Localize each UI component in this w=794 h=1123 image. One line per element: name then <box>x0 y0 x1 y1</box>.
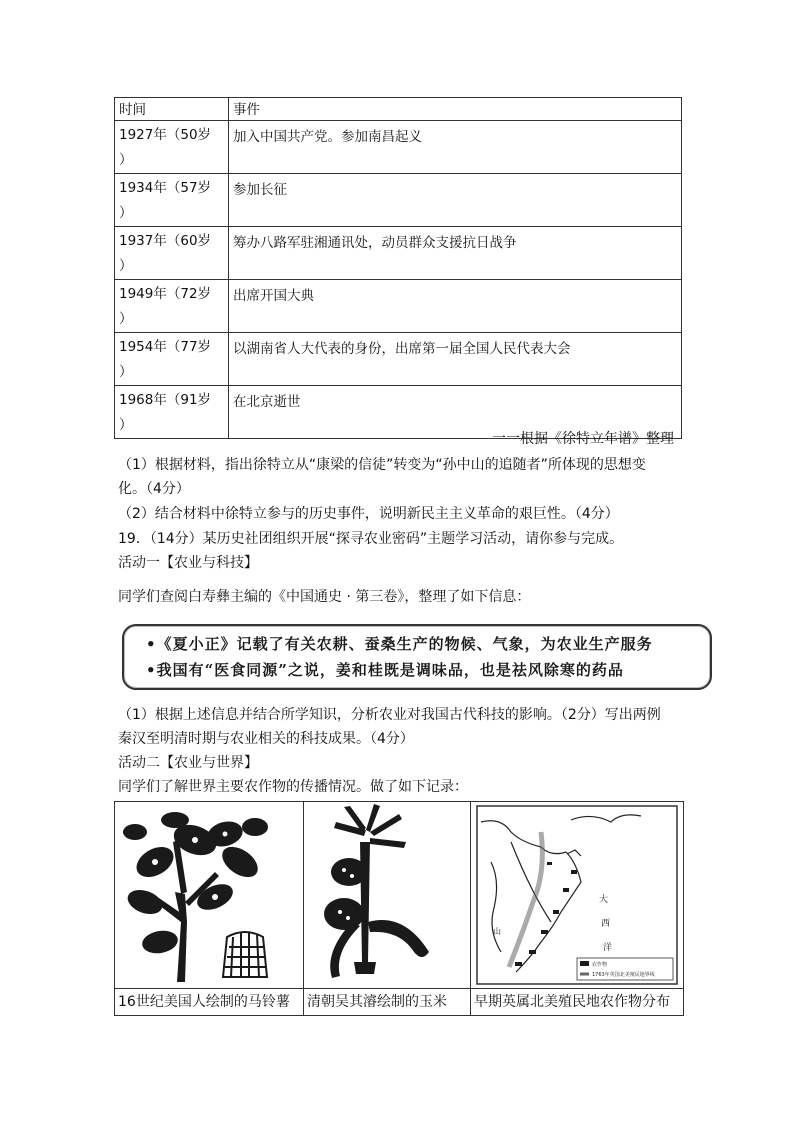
caption-corn: 清朝吴其濬绘制的玉米 <box>304 989 471 1016</box>
table-row <box>115 280 682 333</box>
map-ocean-label-2: 西 <box>601 919 611 929</box>
event-cell: 以湖南省人大代表的身份，出席第一届全国人民代表大会 <box>229 333 682 386</box>
year-close: ） <box>119 152 133 168</box>
header-event: 事件 <box>229 98 682 121</box>
map-ocean-label-1: 大 <box>599 895 609 905</box>
images-row <box>115 802 684 989</box>
time-cell <box>115 227 229 280</box>
table-row <box>115 121 682 174</box>
table-row <box>115 174 682 227</box>
map-ocean-label-3: 洋 <box>603 943 613 953</box>
time-cell <box>115 333 229 386</box>
year-close: ） <box>119 364 133 380</box>
activity2-title: 活动二【农业与世界】 <box>118 755 258 771</box>
activity1-question-line2: 秦汉至明清时期与农业相关的科技成果。（4分） <box>118 731 414 747</box>
year-text: 1927年（50岁 <box>119 127 212 143</box>
potato-illustration-icon <box>115 802 303 988</box>
year-text: 1954年（77岁 <box>119 339 212 355</box>
table-row <box>115 333 682 386</box>
quote-box <box>122 624 712 690</box>
caption-potato: 16世纪美国人绘制的马铃薯 <box>115 989 304 1016</box>
year-close: ） <box>119 311 133 327</box>
event-cell: 加入中国共产党。参加南昌起义 <box>229 121 682 174</box>
time-cell <box>115 121 229 174</box>
map-mountain-label: 山 <box>493 927 501 936</box>
year-text: 1949年（72岁 <box>119 286 212 302</box>
activity2-intro: 同学们了解世界主要农作物的传播情况。做了如下记录： <box>118 779 468 795</box>
table-row <box>115 227 682 280</box>
crops-table <box>114 801 684 1016</box>
event-cell: 出席开国大典 <box>229 280 682 333</box>
event-cell: 参加长征 <box>229 174 682 227</box>
event-cell: 在北京逝世 <box>229 386 682 439</box>
year-text: 1934年（57岁 <box>119 180 212 196</box>
source-note: 一一根据《徐特立年谱》整理 <box>492 431 674 447</box>
year-close: ） <box>119 205 133 221</box>
map-cell <box>471 802 684 989</box>
activity1-title: 活动一【农业与科技】 <box>118 555 258 571</box>
activity1-intro: 同学们查阅白寿彝主编的《中国通史 · 第三卷》，整理了如下信息： <box>118 589 531 605</box>
quote-line-1: •《夏小正》记载了有关农耕、蚕桑生产的物候、气象，为农业生产服务 <box>146 635 653 653</box>
q18-part1-line1: （1）根据材料，指出徐特立从“康梁的信徒”转变为“孙中山的追随者”所体现的思想变 <box>118 457 646 473</box>
activity1-question-line1: （1）根据上述信息并结合所学知识，分析农业对我国古代科技的影响。（2分）写出两例 <box>118 707 661 723</box>
time-cell <box>115 386 229 439</box>
corn-illustration-icon <box>304 802 470 988</box>
q19-intro: 19．（14分）某历史社团组织开展“探寻农业密码”主题学习活动，请你参与完成。 <box>118 531 624 547</box>
event-cell: 筹办八路军驻湘通讯处，动员群众支援抗日战争 <box>229 227 682 280</box>
year-text: 1937年（60岁 <box>119 233 212 249</box>
timeline-table <box>114 97 682 439</box>
q18-part1-line2: 化。（4分） <box>118 481 190 497</box>
header-time: 时间 <box>115 98 229 121</box>
legend-boundary: 1763年英国北美殖民地界线 <box>592 972 655 978</box>
year-text: 1968年（91岁 <box>119 392 212 408</box>
corn-cell <box>304 802 471 989</box>
map-legend <box>577 958 673 980</box>
potato-cell <box>115 802 304 989</box>
time-cell <box>115 280 229 333</box>
time-cell <box>115 174 229 227</box>
year-close: ） <box>119 258 133 274</box>
timeline-header-row <box>115 98 682 121</box>
captions-row <box>115 989 684 1016</box>
caption-map: 早期英属北美殖民地农作物分布 <box>471 989 684 1016</box>
colonial-map-icon <box>471 802 683 988</box>
quote-line-2: •我国有“医食同源”之说，姜和桂既是调味品，也是祛风除寒的药品 <box>146 661 624 679</box>
year-close: ） <box>119 417 133 433</box>
q18-part2: （2）结合材料中徐特立参与的历史事件，说明新民主主义革命的艰巨性。（4分） <box>118 506 619 522</box>
legend-crops: 农作物 <box>592 962 608 968</box>
